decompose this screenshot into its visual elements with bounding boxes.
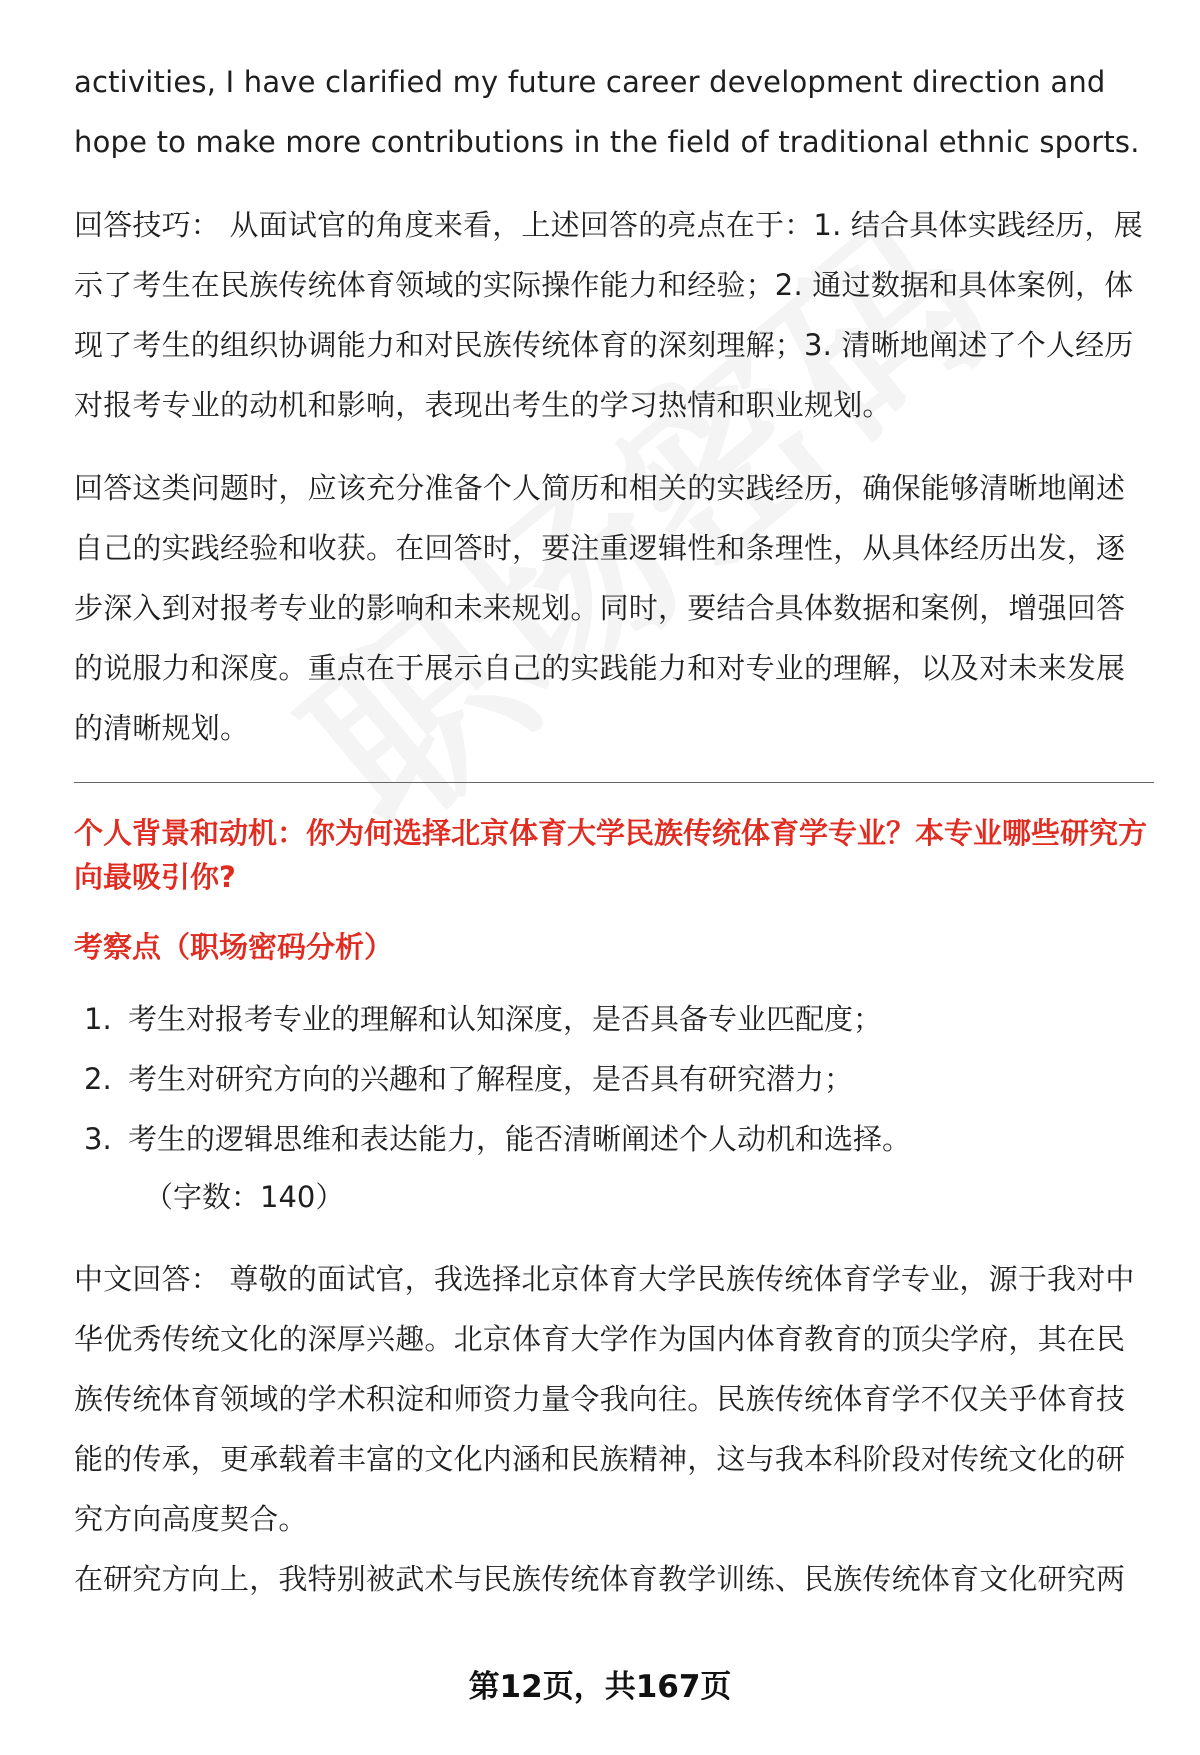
paragraph-research-direction: 在研究方向上，我特别被武术与民族传统体育教学训练、民族传统体育文化研究两 xyxy=(74,1562,1126,1596)
section-divider xyxy=(74,782,1154,783)
list-item xyxy=(74,1109,1154,1169)
list-item-number: 2. xyxy=(84,1062,112,1096)
word-count: （字数：140） xyxy=(144,1180,345,1214)
page-number-footer: 第12页，共167页 xyxy=(468,1669,732,1705)
section-title: 考察点（职场密码分析） xyxy=(74,930,394,964)
page-content xyxy=(74,52,1154,1609)
list-item-text: 考生的逻辑思维和表达能力，能否清晰阐述个人动机和选择。 xyxy=(128,1122,912,1156)
assessment-points-list xyxy=(74,989,1154,1169)
paragraph-answer-tips: 回答技巧： 从面试官的角度来看，上述回答的亮点在于：1. 结合具体实践经历，展示了考生在民族传统体育领域的实际操作能力和经验；2. 通过数据和具体案例，体现了考生的组织协调能力和对民族传统体育的深刻理解；3. 清晰地阐述了个人经历对报考专业的动机和影响，表现出考生的学习热情和职业规划。 xyxy=(74,208,1143,422)
list-item-number: 3. xyxy=(84,1122,112,1156)
list-item xyxy=(74,989,1154,1049)
list-item-text: 考生对报考专业的理解和认知深度，是否具备专业匹配度； xyxy=(128,1002,883,1036)
question-title: 个人背景和动机：你为何选择北京体育大学民族传统体育学专业？本专业哪些研究方向最吸引你? xyxy=(74,816,1148,894)
list-item-number: 1. xyxy=(84,1002,112,1036)
paragraph-english-continuation: activities, I have clarified my future career development direction and hope to make more contributions in the field of traditional ethnic sports. xyxy=(74,65,1140,159)
paragraph-chinese-answer: 中文回答： 尊敬的面试官，我选择北京体育大学民族传统体育学专业，源于我对中华优秀传统文化的深厚兴趣。北京体育大学作为国内体育教育的顶尖学府，其在民族传统体育领域的学术积淀和师资力量令我向往。民族传统体育学不仅关乎体育技能的传承，更承载着丰富的文化内涵和民族精神，这与我本科阶段对传统文化的研究方向高度契合。 xyxy=(74,1262,1135,1536)
list-item-text: 考生对研究方向的兴趣和了解程度，是否具有研究潜力； xyxy=(128,1062,854,1096)
paragraph-advice: 回答这类问题时，应该充分准备个人简历和相关的实践经历，确保能够清晰地阐述自己的实践经验和收获。在回答时，要注重逻辑性和条理性，从具体经历出发，逐步深入到对报考专业的影响和未来规划。同时，要结合具体数据和案例，增强回答的说服力和深度。重点在于展示自己的实践能力和对专业的理解，以及对未来发展的清晰规划。 xyxy=(74,471,1126,745)
list-item xyxy=(74,1049,1154,1109)
